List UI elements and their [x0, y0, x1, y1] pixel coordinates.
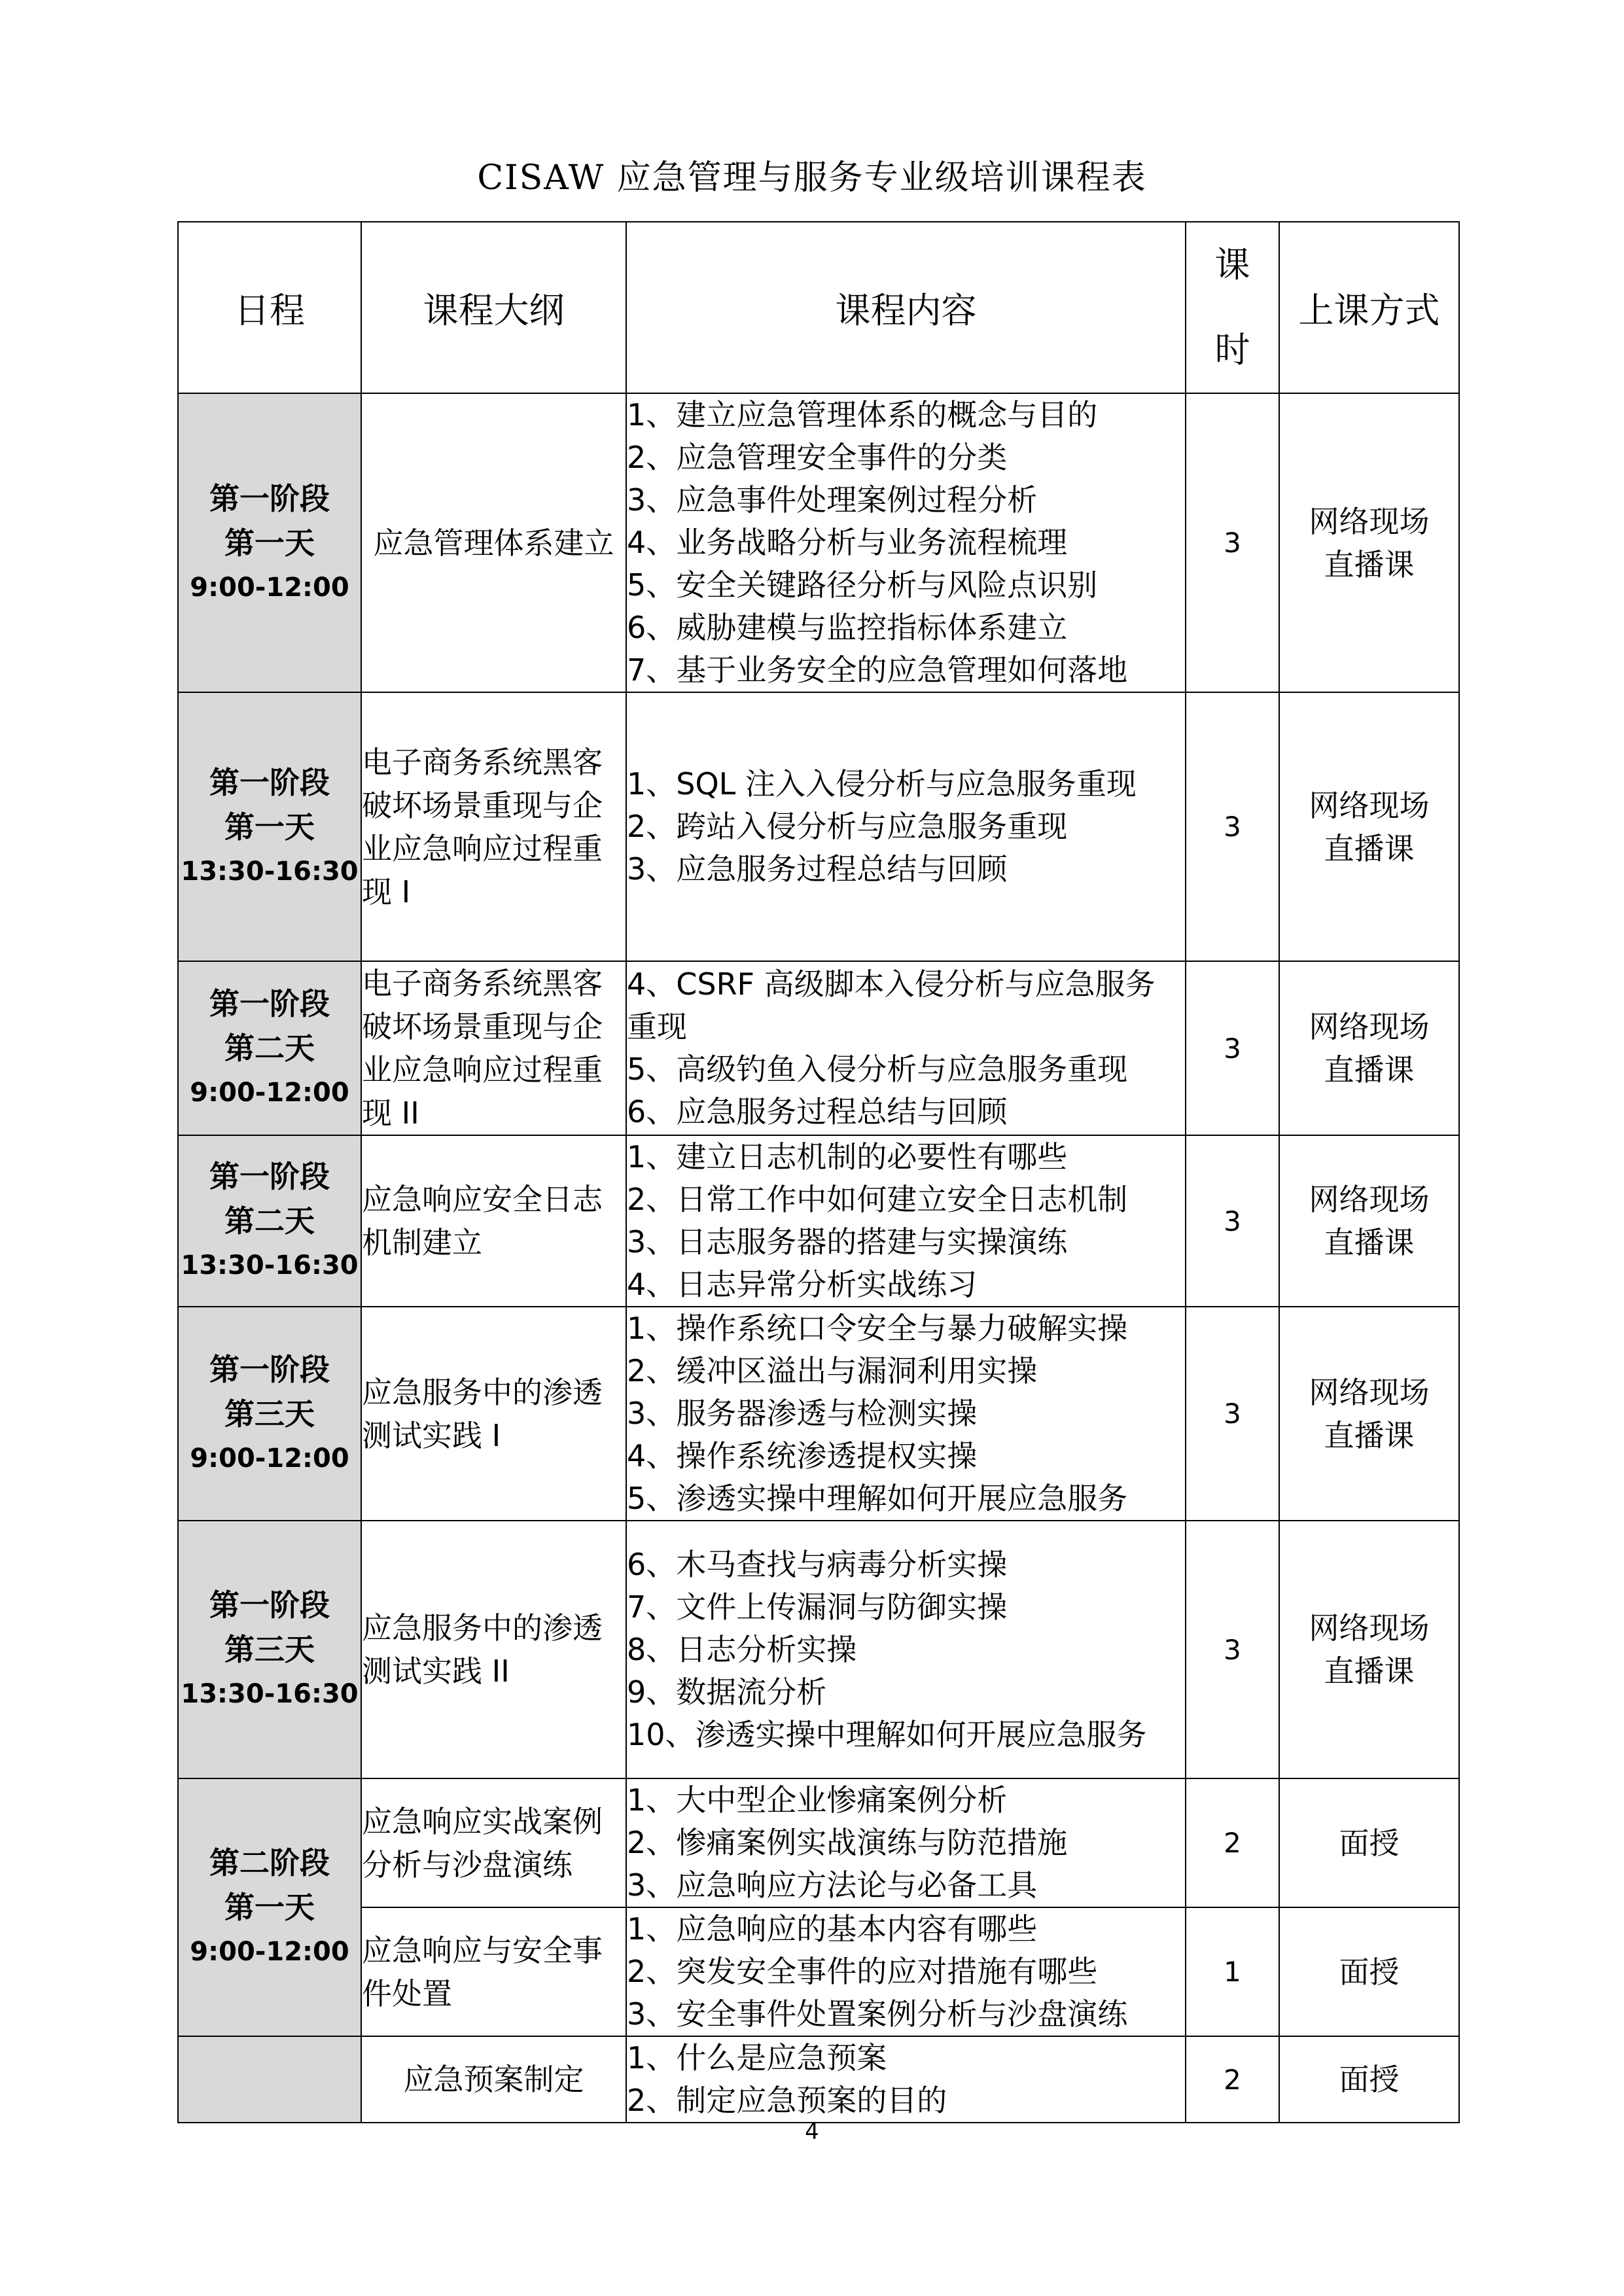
day-label: 第一天	[224, 1890, 315, 1925]
mode-label: 网络现场直播课	[1309, 1182, 1430, 1260]
day-label: 第二天	[224, 1203, 315, 1239]
day-label: 第三天	[224, 1396, 315, 1432]
content-item: 9、数据流分析	[627, 1674, 827, 1710]
time-label: 13:30-16:30	[181, 1679, 359, 1709]
content-cell	[626, 2036, 1186, 2123]
table-row	[178, 1135, 1459, 1307]
content-item: 2、跨站入侵分析与应急服务重现	[627, 809, 1068, 844]
outline-cell: 应急响应安全日志机制建立	[361, 1135, 626, 1307]
content-item: 3、应急服务过程总结与回顾	[627, 851, 1008, 887]
time-label: 13:30-16:30	[181, 1250, 359, 1280]
header-outline: 课程大纲	[361, 222, 626, 393]
content-item: 2、制定应急预案的目的	[627, 2083, 947, 2118]
hours-cell: 3	[1186, 393, 1279, 692]
content-item: 4、操作系统渗透提权实操	[627, 1438, 978, 1474]
mode-cell	[1279, 961, 1459, 1135]
content-cell	[626, 1307, 1186, 1521]
content-item: 4、CSRF 高级脚本入侵分析与应急服务重现	[627, 966, 1156, 1044]
table-row	[178, 393, 1459, 692]
outline-cell: 应急预案制定	[361, 2036, 626, 2123]
table-row	[178, 1778, 1459, 1907]
content-item: 2、惨痛案例实战演练与防范措施	[627, 1825, 1068, 1860]
stage-label: 第二阶段	[209, 1845, 330, 1881]
outline-cell: 应急服务中的渗透测试实践 I	[361, 1307, 626, 1521]
header-hours-text: 课时	[1214, 244, 1250, 370]
schedule-cell	[178, 1135, 361, 1307]
content-cell	[626, 1907, 1186, 2036]
content-item: 5、高级钓鱼入侵分析与应急服务重现	[627, 1051, 1128, 1087]
outline-cell: 电子商务系统黑客破坏场景重现与企业应急响应过程重现 II	[361, 961, 626, 1135]
table-row	[178, 961, 1459, 1135]
schedule-cell	[178, 1521, 361, 1778]
content-item: 6、应急服务过程总结与回顾	[627, 1094, 1008, 1129]
content-item: 8、日志分析实操	[627, 1631, 857, 1667]
stage-label: 第一阶段	[209, 1587, 330, 1623]
mode-label: 网络现场直播课	[1309, 503, 1430, 582]
mode-cell: 面授	[1279, 1778, 1459, 1907]
stage-label: 第一阶段	[209, 1351, 330, 1387]
day-label: 第三天	[224, 1632, 315, 1667]
mode-cell: 面授	[1279, 2036, 1459, 2123]
schedule-cell	[178, 1307, 361, 1521]
header-hours	[1186, 222, 1279, 393]
hours-cell: 3	[1186, 1307, 1279, 1521]
header-content: 课程内容	[626, 222, 1186, 393]
schedule-cell	[178, 961, 361, 1135]
content-item: 1、SQL 注入入侵分析与应急服务重现	[627, 766, 1137, 802]
hours-cell: 3	[1186, 1135, 1279, 1307]
hours-cell: 2	[1186, 2036, 1279, 2123]
day-label: 第一天	[224, 525, 315, 561]
hours-cell: 3	[1186, 692, 1279, 961]
stage-label: 第一阶段	[209, 480, 330, 516]
content-item: 3、服务器渗透与检测实操	[627, 1396, 978, 1431]
mode-label: 网络现场直播课	[1309, 1009, 1430, 1087]
time-label: 13:30-16:30	[181, 856, 359, 887]
schedule-cell	[178, 393, 361, 692]
content-item: 2、应急管理安全事件的分类	[627, 440, 1008, 475]
mode-cell	[1279, 393, 1459, 692]
mode-label: 网络现场直播课	[1309, 1374, 1430, 1453]
hours-cell: 3	[1186, 961, 1279, 1135]
course-schedule-table	[177, 221, 1460, 2123]
content-item: 1、建立应急管理体系的概念与目的	[627, 397, 1098, 433]
content-item: 4、业务战略分析与业务流程梳理	[627, 525, 1068, 560]
content-item: 1、建立日志机制的必要性有哪些	[627, 1139, 1068, 1174]
table-row	[178, 1307, 1459, 1521]
outline-cell: 应急管理体系建立	[361, 393, 626, 692]
mode-cell	[1279, 1521, 1459, 1778]
outline-cell: 应急响应与安全事件处置	[361, 1907, 626, 2036]
stage-label: 第一阶段	[209, 764, 330, 800]
hours-cell: 3	[1186, 1521, 1279, 1778]
content-cell	[626, 692, 1186, 961]
content-item: 3、日志服务器的搭建与实操演练	[627, 1224, 1068, 1260]
content-item: 1、什么是应急预案	[627, 2040, 887, 2075]
content-item: 5、安全关键路径分析与风险点识别	[627, 567, 1098, 603]
content-item: 1、操作系统口令安全与暴力破解实操	[627, 1311, 1128, 1346]
day-label: 第二天	[224, 1031, 315, 1066]
mode-cell	[1279, 692, 1459, 961]
hours-cell: 2	[1186, 1778, 1279, 1907]
content-item: 10、渗透实操中理解如何开展应急服务	[627, 1716, 1147, 1752]
mode-label: 网络现场直播课	[1309, 1610, 1430, 1689]
page-number: 4	[805, 2119, 819, 2145]
content-item: 5、渗透实操中理解如何开展应急服务	[627, 1481, 1128, 1516]
mode-cell: 面授	[1279, 1907, 1459, 2036]
content-item: 6、威胁建模与监控指标体系建立	[627, 610, 1068, 645]
schedule-cell	[178, 692, 361, 961]
content-cell	[626, 1778, 1186, 1907]
content-item: 7、基于业务安全的应急管理如何落地	[627, 652, 1128, 688]
outline-cell: 应急响应实战案例分析与沙盘演练	[361, 1778, 626, 1907]
outline-cell: 应急服务中的渗透测试实践 II	[361, 1521, 626, 1778]
schedule-cell	[178, 2036, 361, 2123]
content-cell	[626, 393, 1186, 692]
header-row	[178, 222, 1459, 393]
content-item: 1、应急响应的基本内容有哪些	[627, 1911, 1038, 1947]
stage-label: 第一阶段	[209, 986, 330, 1021]
table-row	[178, 692, 1459, 961]
content-cell	[626, 1521, 1186, 1778]
time-label: 9:00-12:00	[190, 1937, 349, 1967]
mode-cell	[1279, 1307, 1459, 1521]
content-cell	[626, 961, 1186, 1135]
page-title: CISAW 应急管理与服务专业级培训课程表	[477, 158, 1147, 198]
time-label: 9:00-12:00	[190, 1078, 349, 1108]
content-item: 6、木马查找与病毒分析实操	[627, 1546, 1008, 1582]
content-item: 2、突发安全事件的应对措施有哪些	[627, 1954, 1098, 1989]
table-row	[178, 1521, 1459, 1778]
outline-cell: 电子商务系统黑客破坏场景重现与企业应急响应过程重现 I	[361, 692, 626, 961]
content-item: 1、大中型企业惨痛案例分析	[627, 1782, 1008, 1818]
content-item: 4、日志异常分析实战练习	[627, 1267, 978, 1302]
header-schedule: 日程	[178, 222, 361, 393]
content-item: 2、日常工作中如何建立安全日志机制	[627, 1182, 1128, 1217]
hours-cell: 1	[1186, 1907, 1279, 2036]
content-item: 7、文件上传漏洞与防御实操	[627, 1589, 1008, 1625]
content-item: 2、缓冲区溢出与漏洞利用实操	[627, 1353, 1038, 1388]
table-row	[178, 2036, 1459, 2123]
header-mode: 上课方式	[1279, 222, 1459, 393]
mode-label: 网络现场直播课	[1309, 787, 1430, 866]
mode-cell	[1279, 1135, 1459, 1307]
content-item: 3、应急响应方法论与必备工具	[627, 1867, 1038, 1903]
stage-label: 第一阶段	[209, 1159, 330, 1194]
content-item: 3、应急事件处理案例过程分析	[627, 482, 1038, 518]
schedule-cell	[178, 1778, 361, 2036]
time-label: 9:00-12:00	[190, 572, 349, 603]
content-item: 3、安全事件处置案例分析与沙盘演练	[627, 1996, 1128, 2032]
content-cell	[626, 1135, 1186, 1307]
table-row	[178, 1907, 1459, 2036]
day-label: 第一天	[224, 809, 315, 845]
time-label: 9:00-12:00	[190, 1443, 349, 1474]
